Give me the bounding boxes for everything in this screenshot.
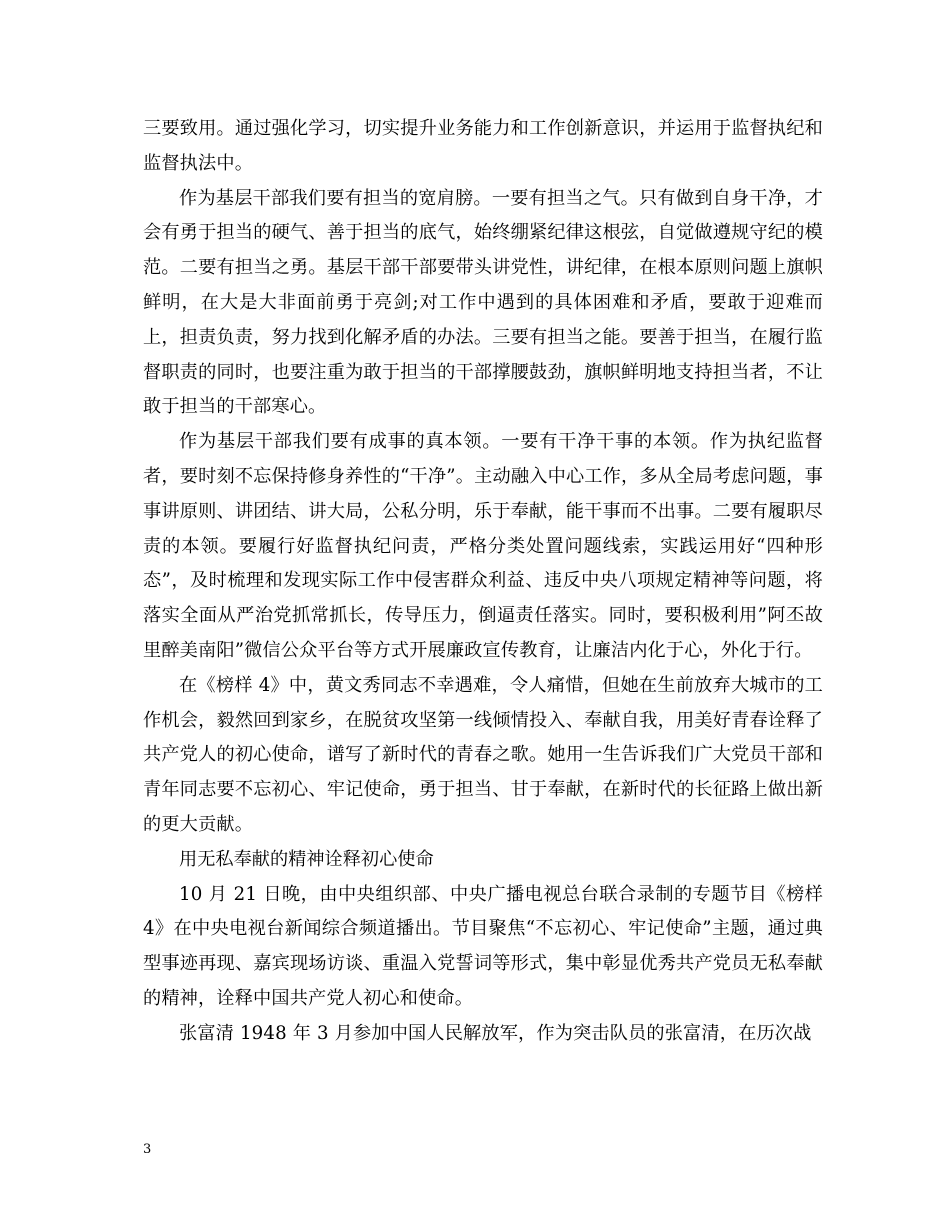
paragraph-6: 张富清 1948 年 3 月参加中国人民解放军，作为突击队员的张富清，在历次战 [179,1022,812,1044]
paragraph-3: 作为基层干部我们要有成事的真本领。一要有干净干事的本领。作为执纪监督者，要时刻不忘保持修身养性的“干净”。主动融入中心工作，多从全局考虑问题，事事讲原则、讲团结、讲大局，公私分明，乐于奉献，能干事而不出事。二要有履职尽责的本领。要履行好监督执纪问责，严格分类处置问题线索，实践运用好“四种形态”，及时梳理和发现实际工作中侵害群众利益、违反中央八项规定精神等问题，将落实全面从严治党抓常抓长，传导压力，倒逼责任落实。同时，要积极利用”阿丕故里醉美南阳”微信公众平台等方式开展廉政宣传教育，让廉洁内化于心，外化于行。 [143,431,823,661]
document-body [143,112,823,1052]
section-heading: 用无私奉献的精神诠释初心使命 [179,848,434,870]
page-number: 3 [143,1142,152,1157]
paragraph-1: 三要致用。通过强化学习，切实提升业务能力和工作创新意识，并运用于监督执纪和监督执法中。 [143,118,823,174]
paragraph-2: 作为基层干部我们要有担当的宽肩膀。一要有担当之气。只有做到自身干净，才会有勇于担当的硬气、善于担当的底气，始终绷紧纪律这根弦，自觉做遵规守纪的模范。二要有担当之勇。基层干部干部要带头讲党性，讲纪律，在根本原则问题上旗帜鲜明，在大是大非面前勇于亮剑;对工作中遇到的具体困难和矛盾，要敢于迎难而上，担责负责，努力找到化解矛盾的办法。三要有担当之能。要善于担当，在履行监督职责的同时，也要注重为敢于担当的干部撑腰鼓劲，旗帜鲜明地支持担当者，不让敢于担当的干部寒心。 [143,187,823,418]
paragraph-5: 10 月 21 日晚，由中央组织部、中央广播电视总台联合录制的专题节目《榜样 4》在中央电视台新闻综合频道播出。节目聚焦“不忘初心、牢记使命”主题，通过典型事迹再现、嘉宾现场访谈、重温入党誓词等形式，集中彰显优秀共产党员无私奉献的精神，诠释中国共产党人初心和使命。 [143,883,823,1009]
paragraph-4: 在《榜样 4》中，黄文秀同志不幸遇难，令人痛惜，但她在生前放弃大城市的工作机会，毅然回到家乡，在脱贫攻坚第一线倾情投入、奉献自我，用美好青春诠释了共产党人的初心使命，谱写了新时代的青春之歌。她用一生告诉我们广大党员干部和青年同志要不忘初心、牢记使命，勇于担当、甘于奉献，在新时代的长征路上做出新的更大贡献。 [143,674,823,835]
